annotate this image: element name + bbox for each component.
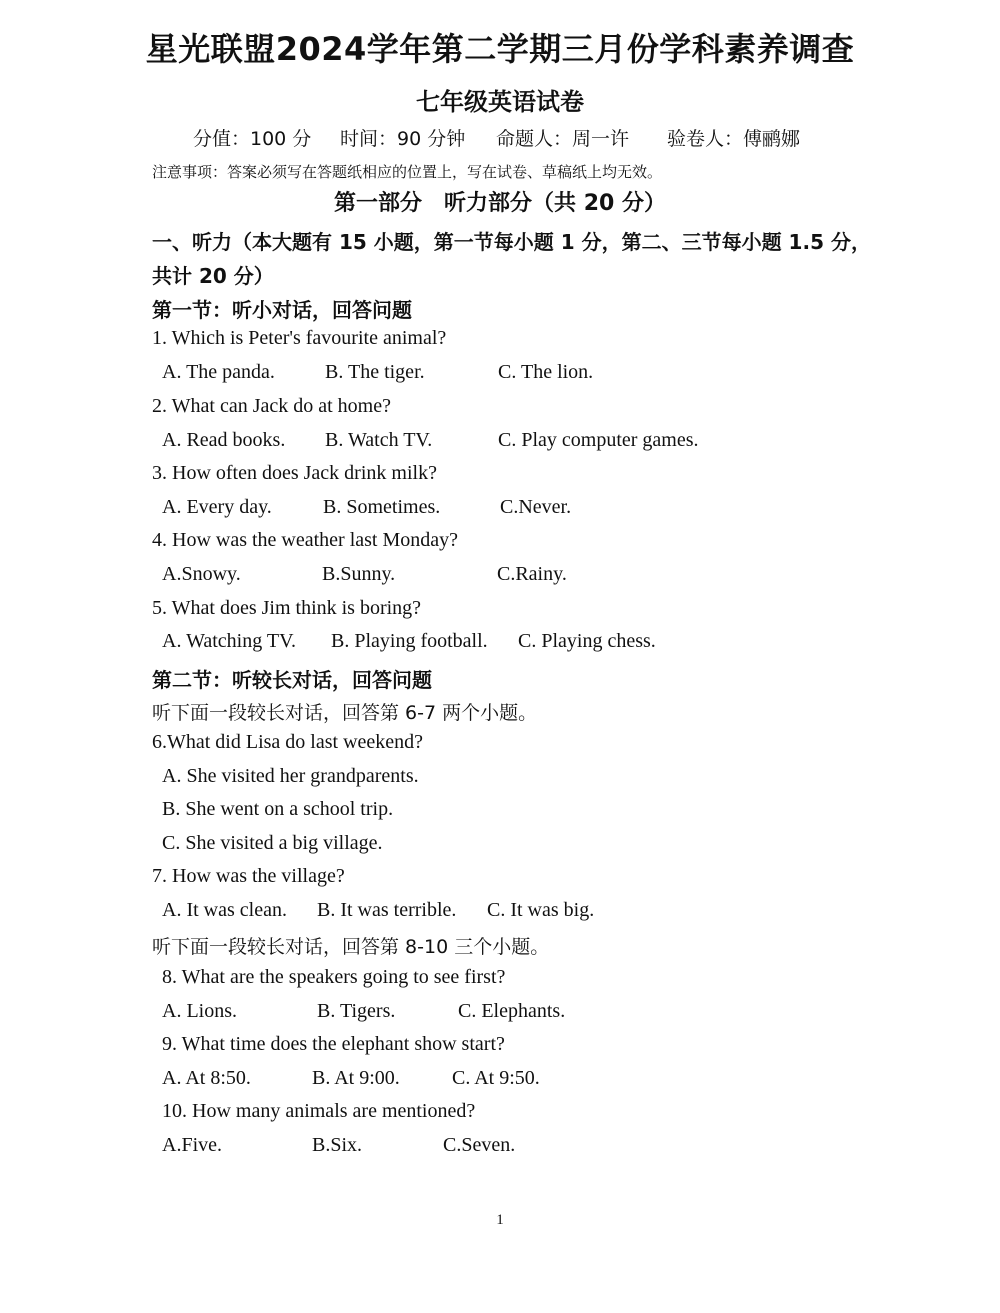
question-7-option-c: C. It was big. bbox=[487, 899, 595, 921]
score-info: 分值：100 分 bbox=[193, 128, 312, 150]
question-9: 9. What time does the elephant show start? bbox=[162, 1033, 505, 1055]
question-6-option-c: C. She visited a big village. bbox=[162, 832, 383, 854]
question-6: 6.What did Lisa do last weekend? bbox=[152, 731, 424, 753]
question-5: 5. What does Jim think is boring? bbox=[152, 597, 422, 619]
instruction-8-10: 听下面一段较长对话，回答第 8-10 三个小题。 bbox=[152, 936, 550, 958]
subsection-two-heading: 第二节：听较长对话，回答问题 bbox=[152, 668, 432, 692]
question-2-option-c: C. Play computer games. bbox=[498, 429, 699, 451]
question-1-option-c: C. The lion. bbox=[498, 361, 594, 383]
reviewer-info: 验卷人：傅鹂娜 bbox=[667, 128, 801, 150]
question-3-option-a: A. Every day. bbox=[162, 496, 272, 518]
question-9-option-a: A. At 8:50. bbox=[162, 1067, 251, 1089]
question-1-option-b: B. The tiger. bbox=[325, 361, 425, 383]
question-10-option-b: B.Six. bbox=[312, 1134, 363, 1156]
question-8-option-b: B. Tigers. bbox=[317, 1000, 396, 1022]
question-10-option-a: A.Five. bbox=[162, 1134, 222, 1156]
question-1-option-a: A. The panda. bbox=[162, 361, 275, 383]
question-8-option-a: A. Lions. bbox=[162, 1000, 237, 1022]
exam-subtitle: 七年级英语试卷 bbox=[416, 88, 584, 116]
question-4-option-a: A.Snowy. bbox=[162, 563, 241, 585]
question-2-option-b: B. Watch TV. bbox=[325, 429, 433, 451]
question-3: 3. How often does Jack drink milk? bbox=[152, 462, 437, 484]
question-1: 1. Which is Peter's favourite animal? bbox=[152, 327, 447, 349]
question-6-option-b: B. She went on a school trip. bbox=[162, 798, 394, 820]
subsection-one-heading: 第一节：听小对话，回答问题 bbox=[152, 298, 412, 322]
question-7: 7. How was the village? bbox=[152, 865, 345, 887]
question-6-option-a: A. She visited her grandparents. bbox=[162, 765, 419, 787]
question-9-option-b: B. At 9:00. bbox=[312, 1067, 400, 1089]
question-8: 8. What are the speakers going to see first? bbox=[162, 966, 506, 988]
question-10: 10. How many animals are mentioned? bbox=[162, 1100, 476, 1122]
question-7-option-a: A. It was clean. bbox=[162, 899, 287, 921]
question-4: 4. How was the weather last Monday? bbox=[152, 529, 459, 551]
question-5-option-a: A. Watching TV. bbox=[162, 630, 296, 652]
question-5-option-b: B. Playing football. bbox=[331, 630, 488, 652]
question-9-option-c: C. At 9:50. bbox=[452, 1067, 540, 1089]
time-info: 时间：90 分钟 bbox=[340, 128, 466, 150]
question-2: 2. What can Jack do at home? bbox=[152, 395, 391, 417]
question-7-option-b: B. It was terrible. bbox=[317, 899, 457, 921]
question-4-option-c: C.Rainy. bbox=[497, 563, 567, 585]
part-one-title: 第一部分 听力部分（共 20 分） bbox=[334, 191, 666, 216]
section-heading-line1: 一、听力（本大题有 15 小题，第一节每小题 1 分，第二、三节每小题 1.5 分， bbox=[152, 230, 871, 254]
page-number: 1 bbox=[496, 1212, 504, 1228]
question-2-option-a: A. Read books. bbox=[162, 429, 286, 451]
instruction-6-7: 听下面一段较长对话，回答第 6-7 两个小题。 bbox=[152, 702, 538, 724]
question-5-option-c: C. Playing chess. bbox=[518, 630, 656, 652]
question-8-option-c: C. Elephants. bbox=[458, 1000, 566, 1022]
question-3-option-b: B. Sometimes. bbox=[323, 496, 441, 518]
question-10-option-c: C.Seven. bbox=[443, 1134, 516, 1156]
question-3-option-c: C.Never. bbox=[500, 496, 572, 518]
question-4-option-b: B.Sunny. bbox=[322, 563, 396, 585]
author-info: 命题人：周一许 bbox=[496, 128, 630, 150]
notice-text: 注意事项：答案必须写在答题纸相应的位置上，写在试卷、草稿纸上均无效。 bbox=[152, 163, 663, 181]
section-heading-line2: 共计 20 分） bbox=[152, 264, 274, 288]
exam-title: 星光联盟2024学年第二学期三月份学科素养调查 bbox=[145, 30, 855, 68]
